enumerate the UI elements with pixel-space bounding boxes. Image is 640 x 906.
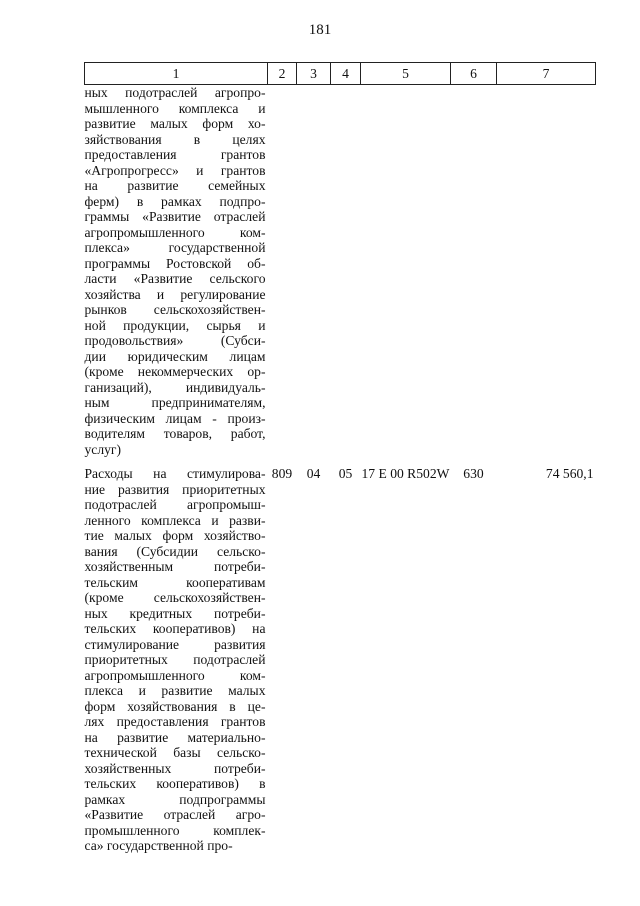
description-line: тельских кооперативов) в [84, 776, 266, 791]
description-line: агропромышленного ком- [84, 667, 266, 683]
description-line: вания (Субсидии сельско- [84, 543, 266, 559]
column-header-2: 2 [268, 63, 297, 85]
cell-col5 [361, 85, 451, 458]
description-line: тие малых форм хозяйство- [84, 528, 266, 543]
column-header-7: 7 [497, 63, 596, 85]
description-line: рамках подпрограммы [84, 791, 266, 807]
description-line: Расходы на стимулирова- [84, 466, 266, 481]
description-line: приоритетных подотраслей [84, 652, 266, 667]
description-line: водителям товаров, работ, [84, 426, 266, 441]
description-line: подотраслей агропромыш- [84, 497, 266, 512]
description-line: хозяйственным потреби- [84, 559, 266, 574]
description-line: граммы «Развитие отраслей [84, 209, 266, 224]
description-cell [85, 457, 268, 854]
description-line: плекса и развитие малых [84, 683, 266, 698]
description-line: тельским кооперативам [84, 574, 266, 590]
table-row [85, 85, 596, 458]
column-header-5: 5 [361, 63, 451, 85]
description-line: рынков сельскохозяйствен- [84, 302, 266, 317]
table-row [85, 457, 596, 854]
description-line: ласти «Развитие сельского [84, 271, 266, 286]
description-line: агропромышленного ком- [84, 224, 266, 240]
cell-col6 [451, 85, 497, 458]
cell-col5: 17 Е 00 R502W [361, 466, 450, 481]
description-line: са» государственной про- [84, 838, 233, 853]
description-line: дии юридическим лицам [84, 348, 266, 364]
cell-col3: 04 [306, 466, 321, 481]
description-line: ние развития приоритетных [84, 481, 266, 497]
description-line: на развитие семейных [84, 178, 266, 193]
description-line: физическим лицам - произ- [84, 410, 266, 426]
column-header-4: 4 [331, 63, 361, 85]
description-cell [85, 85, 268, 458]
cell-col6: 630 [463, 466, 484, 481]
cell-amount [497, 85, 596, 458]
description-line: ферм) в рамках подпро- [84, 193, 266, 209]
cell-col2 [268, 85, 297, 458]
description-line: технической базы сельско- [84, 745, 266, 760]
description-line: программы Ростовской об- [84, 255, 266, 271]
description-line: продовольствия» (Субси- [84, 333, 266, 348]
description-line: тельских кооперативов) на [84, 621, 266, 636]
description-line: хозяйства и регулирование [84, 286, 266, 302]
description-line: ганизаций), индивидуаль- [84, 379, 266, 395]
description-line: лях предоставления грантов [84, 714, 266, 729]
column-header-6: 6 [451, 63, 497, 85]
description-line: развитие малых форм хо- [84, 116, 266, 131]
cell-amount: 74 560,1 [545, 466, 594, 481]
description-line: хозяйственных потреби- [84, 760, 266, 776]
cell-col4 [331, 85, 361, 458]
description-line: промышленного комплек- [84, 822, 266, 838]
description-line: «Развитие отраслей агро- [84, 807, 266, 822]
description-line: мышленного комплекса и [84, 100, 266, 116]
column-header-3: 3 [297, 63, 331, 85]
budget-table [84, 62, 596, 854]
cell-col3 [297, 85, 331, 458]
description-line: стимулирование развития [84, 636, 266, 652]
description-line: (кроме сельскохозяйствен- [84, 590, 266, 605]
description-line: ных кредитных потреби- [84, 605, 266, 621]
description-line: ной продукции, сырья и [84, 317, 266, 333]
description-line: плекса» государственной [84, 240, 266, 255]
cell-col4: 05 [338, 466, 353, 481]
page-number: 181 [308, 22, 332, 38]
description-line: ленного комплекса и разви- [84, 512, 266, 528]
cell-col2: 809 [271, 466, 293, 481]
description-line: услуг) [84, 441, 122, 457]
header-row [85, 63, 596, 85]
column-header-1: 1 [85, 63, 268, 85]
description-line: ных подотраслей агропро- [84, 85, 266, 100]
description-line: ным предпринимателям, [84, 395, 266, 410]
description-line: (кроме некоммерческих ор- [84, 364, 266, 379]
description-line: на развитие материально- [84, 729, 266, 745]
description-line: зяйствования в целях [84, 131, 266, 147]
description-line: предоставления грантов [84, 147, 266, 162]
description-line: форм хозяйствования в це- [84, 698, 266, 714]
description-line: «Агропрогресс» и грантов [84, 162, 266, 178]
